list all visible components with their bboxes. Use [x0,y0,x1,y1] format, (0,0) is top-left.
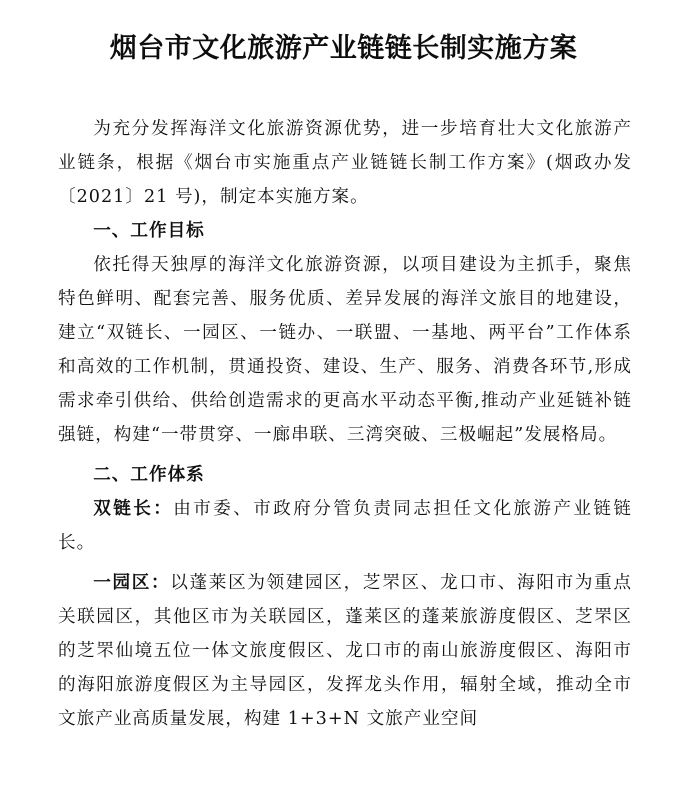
item-text-one-park: 以蓬莱区为领建园区，芝罘区、龙口市、海阳市为重点关联园区，其他区市为关联园区，蓬莱区的蓬莱旅游度假区、芝罘区的芝罘仙境五位一体文旅度假区、龙口市的南山旅游度假区、海阳市的海阳旅游度假区为主导园区，发挥龙头作用，辐射全域，推动全市文旅产业高质量发展，构建 1+3+N 文旅产业空间 [58,573,632,729]
item-text-dual-chain-leader: 由市委、市政府分管负责同志担任文化旅游产业链链长。 [58,499,632,553]
document-body [58,112,632,736]
system-item-one-park [58,566,632,736]
intro-paragraph: 为充分发挥海洋文化旅游资源优势，进一步培育壮大文化旅游产业链条，根据《烟台市实施重点产业链链长制工作方案》(烟政办发〔2021〕21 号)，制定本实施方案。 [58,119,632,207]
system-item-dual-chain-leader [58,492,632,560]
item-label-dual-chain-leader: 双链长： [93,498,174,519]
goals-paragraph: 依托得天独厚的海洋文化旅游资源，以项目建设为主抓手，聚焦特色鲜明、配套完善、服务优质、差异发展的海洋文旅目的地建设，建立“双链长、一园区、一链办、一联盟、一基地、两平台”工作体系和高效的工作机制，贯通投资、建设、生产、服务、消费各环节,形成需求牵引供给、供给创造需求的更高水平动态平衡,推动产业延链补链强链，构建“一带贯穿、一廊串联、三湾突破、三极崛起”发展格局。 [58,255,632,445]
section-heading-goals: 一、工作目标 [93,221,205,241]
item-label-one-park: 一园区： [93,572,171,593]
document-title: 烟台市文化旅游产业链链长制实施方案 [109,33,578,64]
section-heading-system: 二、工作体系 [93,465,205,485]
